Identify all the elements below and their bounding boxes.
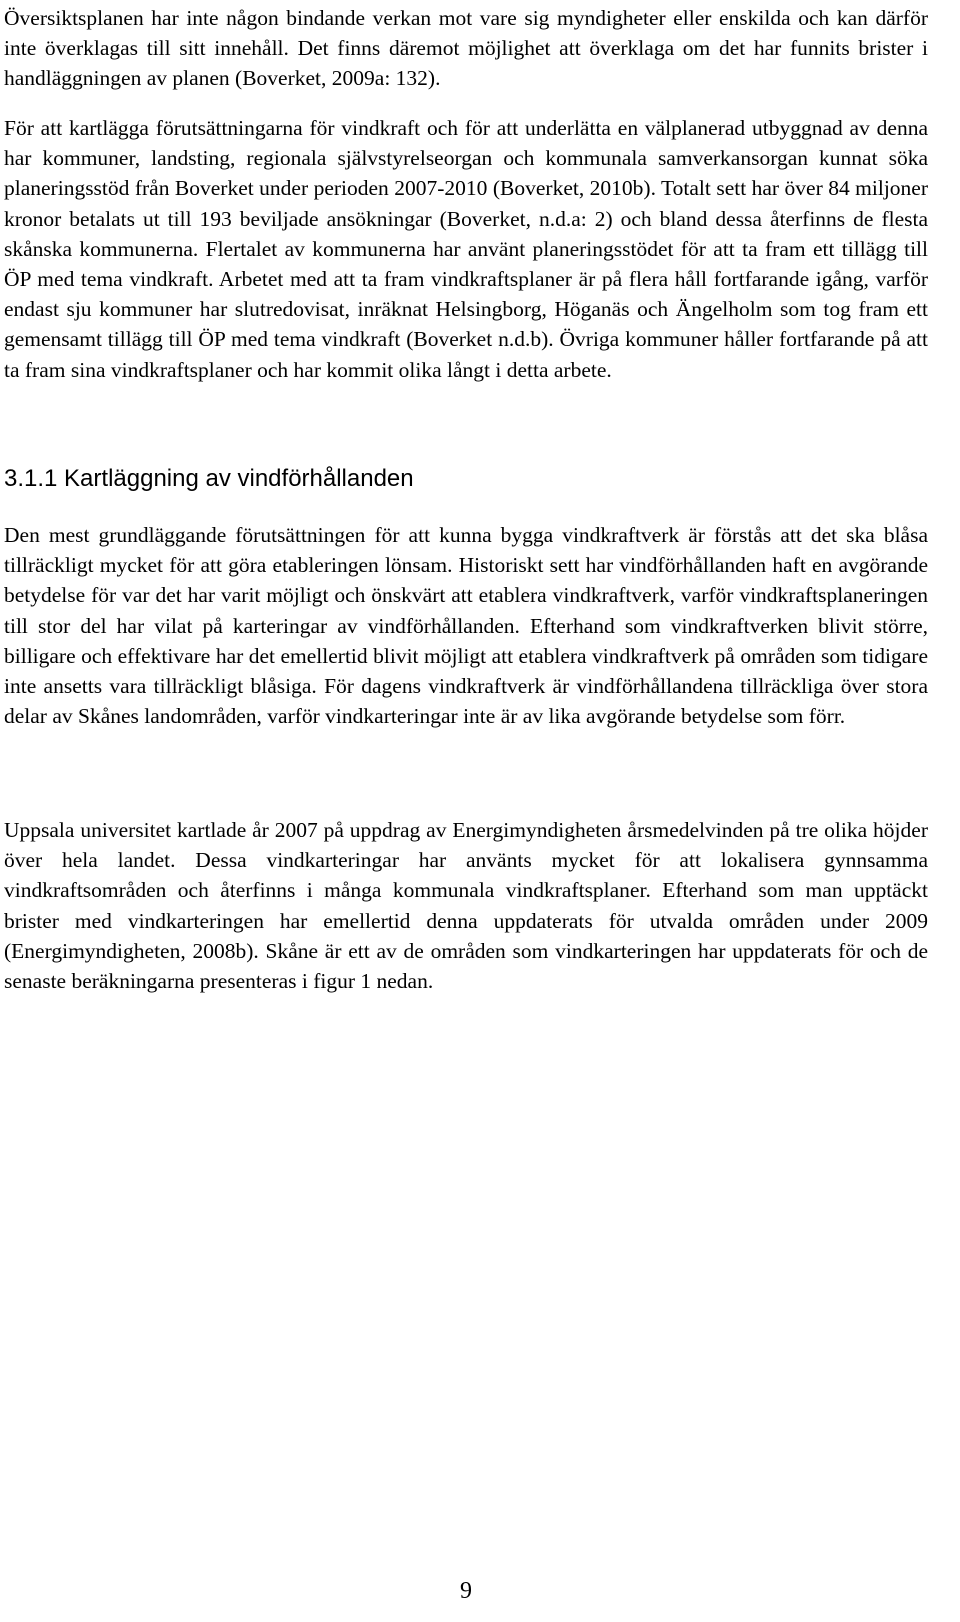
paragraph-oversiktsplanen: Översiktsplanen har inte någon bindande verkan mot vare sig myndigheter eller enskilda och kan därför inte överklagas till sitt innehåll. Det finns däremot möjlighet att överklaga om det har funnits brister i handläggningen av planen (Boverket, 2009a: 132). xyxy=(4,6,928,91)
page-number: 9 xyxy=(460,1578,472,1604)
section-heading: 3.1.1 Kartläggning av vindförhållanden xyxy=(4,465,414,492)
document-page xyxy=(4,0,928,1622)
paragraph-vindforhallanden: Den mest grundläggande förutsättningen för att kunna bygga vindkraftverk är förstås att det ska blåsa tillräckligt mycket för att göra etableringen lönsam. Historiskt sett har vindförhållanden haft en avgörande betydelse för var det har varit möjligt och önskvärt att etablera vindkraftverk, varför vindkraftsplaneringen till stor del har vilat på karteringar av vindförhållanden. Efterhand som vindkraftverken blivit större, billigare och effektivare har det emellertid blivit möjligt att etablera vindkraftverk på områden som tidigare inte ansetts vara tillräckligt blåsiga. För dagens vindkraftverk är vindförhållandena tillräckliga över stora delar av Skånes landområden, varför vindkarteringar inte är av lika avgörande betydelse som förr. xyxy=(4,523,928,729)
paragraph-vindkartering: Uppsala universitet kartlade år 2007 på uppdrag av Energimyndigheten årsmedelvinden på tre olika höjder över hela landet. Dessa vindkarteringar har använts mycket för att lokalisera gynnsamma vindkraftsområden och återfinns i många kommunala vindkraftsplaner. Efterhand som man upptäckt brister med vindkarteringen har emellertid denna uppdaterats för utvalda områden under 2009 (Energimyndigheten, 2008b). Skåne är ett av de områden som vindkarteringen har uppdaterats för och de senaste beräkningarna presenteras i figur 1 nedan. xyxy=(4,818,928,994)
paragraph-planeringsstod: För att kartlägga förutsättningarna för vindkraft och för att underlätta en välplanerad utbyggnad av denna har kommuner, landsting, regionala självstyrelseorgan och kommunala samverkansorgan kunnat söka planeringsstöd från Boverket under perioden 2007-2010 (Boverket, 2010b). Totalt sett har över 84 miljoner kronor betalats ut till 193 beviljade ansökningar (Boverket, n.d.a: 2) och bland dessa återfinns de flesta skånska kommunerna. Flertalet av kommunerna har använt planeringsstödet för att ta fram ett tillägg till ÖP med tema vindkraft. Arbetet med att ta fram vindkraftsplaner är på flera håll fortfarande igång, varför endast sju kommuner har slutredovisat, inräknat Helsingborg, Höganäs och Ängelholm som tog fram ett gemensamt tillägg till ÖP med tema vindkraft (Boverket n.d.b). Övriga kommuner håller fortfarande på att ta fram sina vindkraftsplaner och har kommit olika långt i detta arbete. xyxy=(4,116,928,382)
